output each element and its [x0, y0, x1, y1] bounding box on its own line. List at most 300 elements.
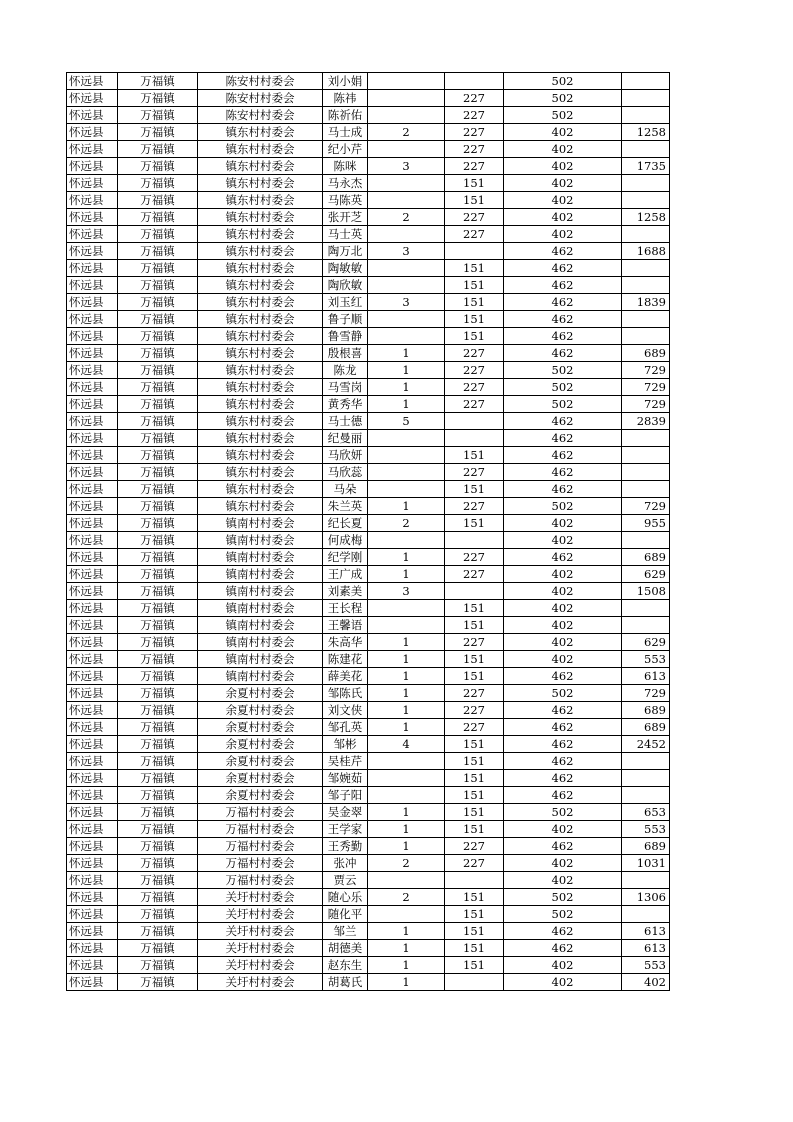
name-cell: 朱兰英: [323, 498, 368, 515]
total-cell: [622, 430, 670, 447]
name-cell: 薛美花: [323, 668, 368, 685]
county-cell: 怀远县: [67, 719, 118, 736]
name-cell: 赵东生: [323, 957, 368, 974]
amount-b-cell: 462: [504, 481, 622, 498]
total-cell: 653: [622, 804, 670, 821]
household-count-cell: [368, 787, 445, 804]
name-cell: 陶万北: [323, 243, 368, 260]
town-cell: 万福镇: [118, 362, 198, 379]
total-cell: [622, 226, 670, 243]
total-cell: [622, 311, 670, 328]
amount-b-cell: 462: [504, 328, 622, 345]
town-cell: 万福镇: [118, 379, 198, 396]
household-count-cell: 1: [368, 821, 445, 838]
village-committee-cell: 镇东村村委会: [198, 311, 323, 328]
household-count-cell: [368, 481, 445, 498]
total-cell: [622, 481, 670, 498]
county-cell: 怀远县: [67, 685, 118, 702]
household-count-cell: 1: [368, 838, 445, 855]
county-cell: 怀远县: [67, 515, 118, 532]
county-cell: 怀远县: [67, 974, 118, 991]
household-count-cell: [368, 532, 445, 549]
town-cell: 万福镇: [118, 821, 198, 838]
village-committee-cell: 镇南村村委会: [198, 600, 323, 617]
total-cell: [622, 90, 670, 107]
town-cell: 万福镇: [118, 226, 198, 243]
name-cell: 何成梅: [323, 532, 368, 549]
amount-b-cell: 462: [504, 243, 622, 260]
household-count-cell: 5: [368, 413, 445, 430]
table-row: [67, 192, 670, 209]
table-row: [67, 906, 670, 923]
total-cell: 2839: [622, 413, 670, 430]
amount-b-cell: 402: [504, 226, 622, 243]
table-row: [67, 668, 670, 685]
table-row: [67, 617, 670, 634]
table-row: [67, 651, 670, 668]
amount-a-cell: 151: [445, 821, 504, 838]
name-cell: 纪小芹: [323, 141, 368, 158]
total-cell: [622, 260, 670, 277]
village-committee-cell: 镇东村村委会: [198, 498, 323, 515]
amount-b-cell: 402: [504, 532, 622, 549]
household-count-cell: [368, 617, 445, 634]
total-cell: 402: [622, 974, 670, 991]
amount-a-cell: 151: [445, 175, 504, 192]
name-cell: 马士英: [323, 226, 368, 243]
total-cell: [622, 141, 670, 158]
total-cell: [622, 277, 670, 294]
table-row: [67, 583, 670, 600]
name-cell: 张冲: [323, 855, 368, 872]
village-committee-cell: 陈安村村委会: [198, 90, 323, 107]
county-cell: 怀远县: [67, 413, 118, 430]
household-count-cell: [368, 464, 445, 481]
amount-a-cell: 227: [445, 549, 504, 566]
total-cell: 729: [622, 396, 670, 413]
household-count-cell: [368, 770, 445, 787]
name-cell: 吴金翠: [323, 804, 368, 821]
county-cell: 怀远县: [67, 940, 118, 957]
county-cell: 怀远县: [67, 651, 118, 668]
amount-a-cell: 227: [445, 464, 504, 481]
name-cell: 王秀勤: [323, 838, 368, 855]
table-row: [67, 532, 670, 549]
name-cell: 胡德美: [323, 940, 368, 957]
table-row: [67, 838, 670, 855]
town-cell: 万福镇: [118, 906, 198, 923]
village-committee-cell: 镇东村村委会: [198, 379, 323, 396]
amount-b-cell: 402: [504, 158, 622, 175]
amount-b-cell: 402: [504, 583, 622, 600]
household-count-cell: 1: [368, 685, 445, 702]
total-cell: [622, 617, 670, 634]
town-cell: 万福镇: [118, 90, 198, 107]
name-cell: 殷根喜: [323, 345, 368, 362]
household-count-cell: 1: [368, 651, 445, 668]
household-count-cell: [368, 311, 445, 328]
amount-b-cell: 502: [504, 90, 622, 107]
village-committee-cell: 镇东村村委会: [198, 192, 323, 209]
name-cell: 刘玉红: [323, 294, 368, 311]
total-cell: [622, 73, 670, 90]
amount-a-cell: 227: [445, 345, 504, 362]
village-committee-cell: 镇南村村委会: [198, 651, 323, 668]
town-cell: 万福镇: [118, 940, 198, 957]
town-cell: 万福镇: [118, 974, 198, 991]
household-count-cell: [368, 600, 445, 617]
household-count-cell: 1: [368, 362, 445, 379]
name-cell: 邹婉茹: [323, 770, 368, 787]
household-count-cell: 3: [368, 243, 445, 260]
county-cell: 怀远县: [67, 362, 118, 379]
town-cell: 万福镇: [118, 464, 198, 481]
county-cell: 怀远县: [67, 617, 118, 634]
amount-b-cell: 402: [504, 855, 622, 872]
amount-a-cell: 151: [445, 957, 504, 974]
household-count-cell: [368, 328, 445, 345]
total-cell: 553: [622, 651, 670, 668]
village-committee-cell: 陈安村村委会: [198, 73, 323, 90]
town-cell: 万福镇: [118, 617, 198, 634]
amount-b-cell: 502: [504, 396, 622, 413]
town-cell: 万福镇: [118, 345, 198, 362]
household-count-cell: 3: [368, 294, 445, 311]
name-cell: 陈建花: [323, 651, 368, 668]
table-row: [67, 328, 670, 345]
total-cell: 955: [622, 515, 670, 532]
amount-b-cell: 402: [504, 192, 622, 209]
amount-b-cell: 462: [504, 838, 622, 855]
amount-a-cell: 151: [445, 192, 504, 209]
household-count-cell: 1: [368, 940, 445, 957]
total-cell: [622, 787, 670, 804]
table-row: [67, 855, 670, 872]
amount-a-cell: 151: [445, 515, 504, 532]
amount-b-cell: 502: [504, 73, 622, 90]
table-row: [67, 209, 670, 226]
village-committee-cell: 余夏村村委会: [198, 770, 323, 787]
amount-a-cell: 227: [445, 226, 504, 243]
name-cell: 马雪岗: [323, 379, 368, 396]
table-row: [67, 940, 670, 957]
county-cell: 怀远县: [67, 906, 118, 923]
household-count-cell: [368, 73, 445, 90]
table-row: [67, 481, 670, 498]
household-count-cell: [368, 90, 445, 107]
amount-b-cell: 462: [504, 277, 622, 294]
amount-b-cell: 462: [504, 668, 622, 685]
county-cell: 怀远县: [67, 872, 118, 889]
table-row: [67, 396, 670, 413]
amount-a-cell: 227: [445, 702, 504, 719]
village-committee-cell: 镇东村村委会: [198, 481, 323, 498]
table-row: [67, 447, 670, 464]
total-cell: 1258: [622, 209, 670, 226]
amount-a-cell: 227: [445, 719, 504, 736]
table-row: [67, 957, 670, 974]
town-cell: 万福镇: [118, 328, 198, 345]
amount-a-cell: [445, 73, 504, 90]
name-cell: 王馨语: [323, 617, 368, 634]
county-cell: 怀远县: [67, 481, 118, 498]
total-cell: 613: [622, 940, 670, 957]
amount-b-cell: 402: [504, 634, 622, 651]
table-row: [67, 685, 670, 702]
amount-a-cell: [445, 974, 504, 991]
town-cell: 万福镇: [118, 107, 198, 124]
amount-a-cell: 151: [445, 260, 504, 277]
household-count-cell: 3: [368, 158, 445, 175]
table-row: [67, 889, 670, 906]
table-row: [67, 736, 670, 753]
total-cell: 1258: [622, 124, 670, 141]
town-cell: 万福镇: [118, 124, 198, 141]
household-count-cell: [368, 753, 445, 770]
table-row: [67, 787, 670, 804]
household-count-cell: 1: [368, 549, 445, 566]
household-count-cell: [368, 277, 445, 294]
table-row: [67, 362, 670, 379]
county-cell: 怀远县: [67, 821, 118, 838]
town-cell: 万福镇: [118, 651, 198, 668]
amount-a-cell: 151: [445, 889, 504, 906]
table-row: [67, 430, 670, 447]
name-cell: 纪长夏: [323, 515, 368, 532]
total-cell: [622, 192, 670, 209]
amount-b-cell: 502: [504, 362, 622, 379]
total-cell: 729: [622, 498, 670, 515]
town-cell: 万福镇: [118, 583, 198, 600]
amount-a-cell: 151: [445, 804, 504, 821]
town-cell: 万福镇: [118, 923, 198, 940]
household-count-cell: 1: [368, 957, 445, 974]
total-cell: [622, 532, 670, 549]
amount-b-cell: 462: [504, 413, 622, 430]
name-cell: 陶敏敏: [323, 260, 368, 277]
household-count-cell: 1: [368, 719, 445, 736]
total-cell: 689: [622, 719, 670, 736]
name-cell: 邹孔英: [323, 719, 368, 736]
total-cell: [622, 175, 670, 192]
amount-a-cell: 151: [445, 923, 504, 940]
name-cell: 朱高华: [323, 634, 368, 651]
county-cell: 怀远县: [67, 277, 118, 294]
amount-b-cell: 402: [504, 175, 622, 192]
village-committee-cell: 镇东村村委会: [198, 158, 323, 175]
total-cell: 613: [622, 668, 670, 685]
amount-b-cell: 402: [504, 515, 622, 532]
amount-b-cell: 462: [504, 736, 622, 753]
village-committee-cell: 镇东村村委会: [198, 277, 323, 294]
household-count-cell: [368, 430, 445, 447]
total-cell: 629: [622, 634, 670, 651]
household-count-cell: 1: [368, 566, 445, 583]
amount-a-cell: 151: [445, 906, 504, 923]
town-cell: 万福镇: [118, 600, 198, 617]
table-row: [67, 277, 670, 294]
county-cell: 怀远县: [67, 600, 118, 617]
village-committee-cell: 镇东村村委会: [198, 413, 323, 430]
total-cell: 1306: [622, 889, 670, 906]
amount-b-cell: 502: [504, 379, 622, 396]
amount-a-cell: 227: [445, 838, 504, 855]
town-cell: 万福镇: [118, 889, 198, 906]
town-cell: 万福镇: [118, 702, 198, 719]
table-row: [67, 294, 670, 311]
table-row: [67, 124, 670, 141]
county-cell: 怀远县: [67, 498, 118, 515]
amount-a-cell: 151: [445, 940, 504, 957]
county-cell: 怀远县: [67, 838, 118, 855]
table-row: [67, 175, 670, 192]
table-row: [67, 923, 670, 940]
village-committee-cell: 镇东村村委会: [198, 209, 323, 226]
name-cell: 张开芝: [323, 209, 368, 226]
amount-b-cell: 462: [504, 294, 622, 311]
amount-a-cell: 151: [445, 617, 504, 634]
village-committee-cell: 万福村村委会: [198, 821, 323, 838]
county-cell: 怀远县: [67, 583, 118, 600]
village-committee-cell: 陈安村村委会: [198, 107, 323, 124]
amount-b-cell: 462: [504, 702, 622, 719]
total-cell: [622, 872, 670, 889]
amount-b-cell: 402: [504, 124, 622, 141]
name-cell: 邹子阳: [323, 787, 368, 804]
town-cell: 万福镇: [118, 787, 198, 804]
amount-a-cell: [445, 413, 504, 430]
amount-b-cell: 502: [504, 107, 622, 124]
town-cell: 万福镇: [118, 430, 198, 447]
total-cell: 553: [622, 821, 670, 838]
county-cell: 怀远县: [67, 770, 118, 787]
table-row: [67, 345, 670, 362]
total-cell: 1031: [622, 855, 670, 872]
table-row: [67, 872, 670, 889]
name-cell: 邹兰: [323, 923, 368, 940]
household-count-cell: 1: [368, 396, 445, 413]
town-cell: 万福镇: [118, 73, 198, 90]
total-cell: 689: [622, 838, 670, 855]
town-cell: 万福镇: [118, 243, 198, 260]
table-row: [67, 515, 670, 532]
name-cell: 随化平: [323, 906, 368, 923]
village-committee-cell: 余夏村村委会: [198, 753, 323, 770]
household-count-cell: 4: [368, 736, 445, 753]
town-cell: 万福镇: [118, 192, 198, 209]
amount-a-cell: 151: [445, 481, 504, 498]
town-cell: 万福镇: [118, 566, 198, 583]
name-cell: 马永杰: [323, 175, 368, 192]
amount-b-cell: 462: [504, 719, 622, 736]
amount-b-cell: 462: [504, 311, 622, 328]
table-row: [67, 90, 670, 107]
town-cell: 万福镇: [118, 770, 198, 787]
table-row: [67, 311, 670, 328]
village-committee-cell: 余夏村村委会: [198, 719, 323, 736]
town-cell: 万福镇: [118, 294, 198, 311]
total-cell: 729: [622, 685, 670, 702]
county-cell: 怀远县: [67, 345, 118, 362]
household-count-cell: [368, 192, 445, 209]
county-cell: 怀远县: [67, 787, 118, 804]
table-row: [67, 753, 670, 770]
town-cell: 万福镇: [118, 277, 198, 294]
county-cell: 怀远县: [67, 175, 118, 192]
amount-b-cell: 462: [504, 787, 622, 804]
amount-b-cell: 462: [504, 260, 622, 277]
county-cell: 怀远县: [67, 668, 118, 685]
amount-a-cell: 151: [445, 753, 504, 770]
name-cell: 马朵: [323, 481, 368, 498]
town-cell: 万福镇: [118, 804, 198, 821]
total-cell: 629: [622, 566, 670, 583]
town-cell: 万福镇: [118, 838, 198, 855]
village-committee-cell: 镇东村村委会: [198, 226, 323, 243]
town-cell: 万福镇: [118, 498, 198, 515]
household-count-cell: [368, 260, 445, 277]
table-row: [67, 702, 670, 719]
relief-roster-table: [66, 72, 670, 991]
table-row: [67, 549, 670, 566]
table-row: [67, 566, 670, 583]
total-cell: 729: [622, 362, 670, 379]
county-cell: 怀远县: [67, 90, 118, 107]
village-committee-cell: 镇东村村委会: [198, 430, 323, 447]
amount-a-cell: 227: [445, 379, 504, 396]
county-cell: 怀远县: [67, 158, 118, 175]
table-body: [67, 73, 670, 991]
county-cell: 怀远县: [67, 889, 118, 906]
village-committee-cell: 镇东村村委会: [198, 141, 323, 158]
name-cell: 黄秀华: [323, 396, 368, 413]
town-cell: 万福镇: [118, 549, 198, 566]
county-cell: 怀远县: [67, 311, 118, 328]
village-committee-cell: 关圩村村委会: [198, 957, 323, 974]
village-committee-cell: 镇东村村委会: [198, 294, 323, 311]
village-committee-cell: 关圩村村委会: [198, 974, 323, 991]
name-cell: 刘素美: [323, 583, 368, 600]
total-cell: 613: [622, 923, 670, 940]
name-cell: 马陈英: [323, 192, 368, 209]
amount-b-cell: 402: [504, 600, 622, 617]
village-committee-cell: 余夏村村委会: [198, 685, 323, 702]
total-cell: 1508: [622, 583, 670, 600]
name-cell: 吴桂芹: [323, 753, 368, 770]
county-cell: 怀远县: [67, 294, 118, 311]
village-committee-cell: 关圩村村委会: [198, 940, 323, 957]
town-cell: 万福镇: [118, 532, 198, 549]
amount-a-cell: 227: [445, 158, 504, 175]
county-cell: 怀远县: [67, 634, 118, 651]
village-committee-cell: 万福村村委会: [198, 855, 323, 872]
household-count-cell: 1: [368, 345, 445, 362]
amount-a-cell: [445, 583, 504, 600]
name-cell: 纪曼丽: [323, 430, 368, 447]
household-count-cell: 1: [368, 668, 445, 685]
household-count-cell: 2: [368, 515, 445, 532]
name-cell: 马欣妍: [323, 447, 368, 464]
county-cell: 怀远县: [67, 396, 118, 413]
amount-b-cell: 462: [504, 753, 622, 770]
name-cell: 陈咪: [323, 158, 368, 175]
household-count-cell: 1: [368, 498, 445, 515]
village-committee-cell: 镇东村村委会: [198, 175, 323, 192]
village-committee-cell: 镇南村村委会: [198, 617, 323, 634]
town-cell: 万福镇: [118, 158, 198, 175]
household-count-cell: [368, 107, 445, 124]
table-row: [67, 498, 670, 515]
